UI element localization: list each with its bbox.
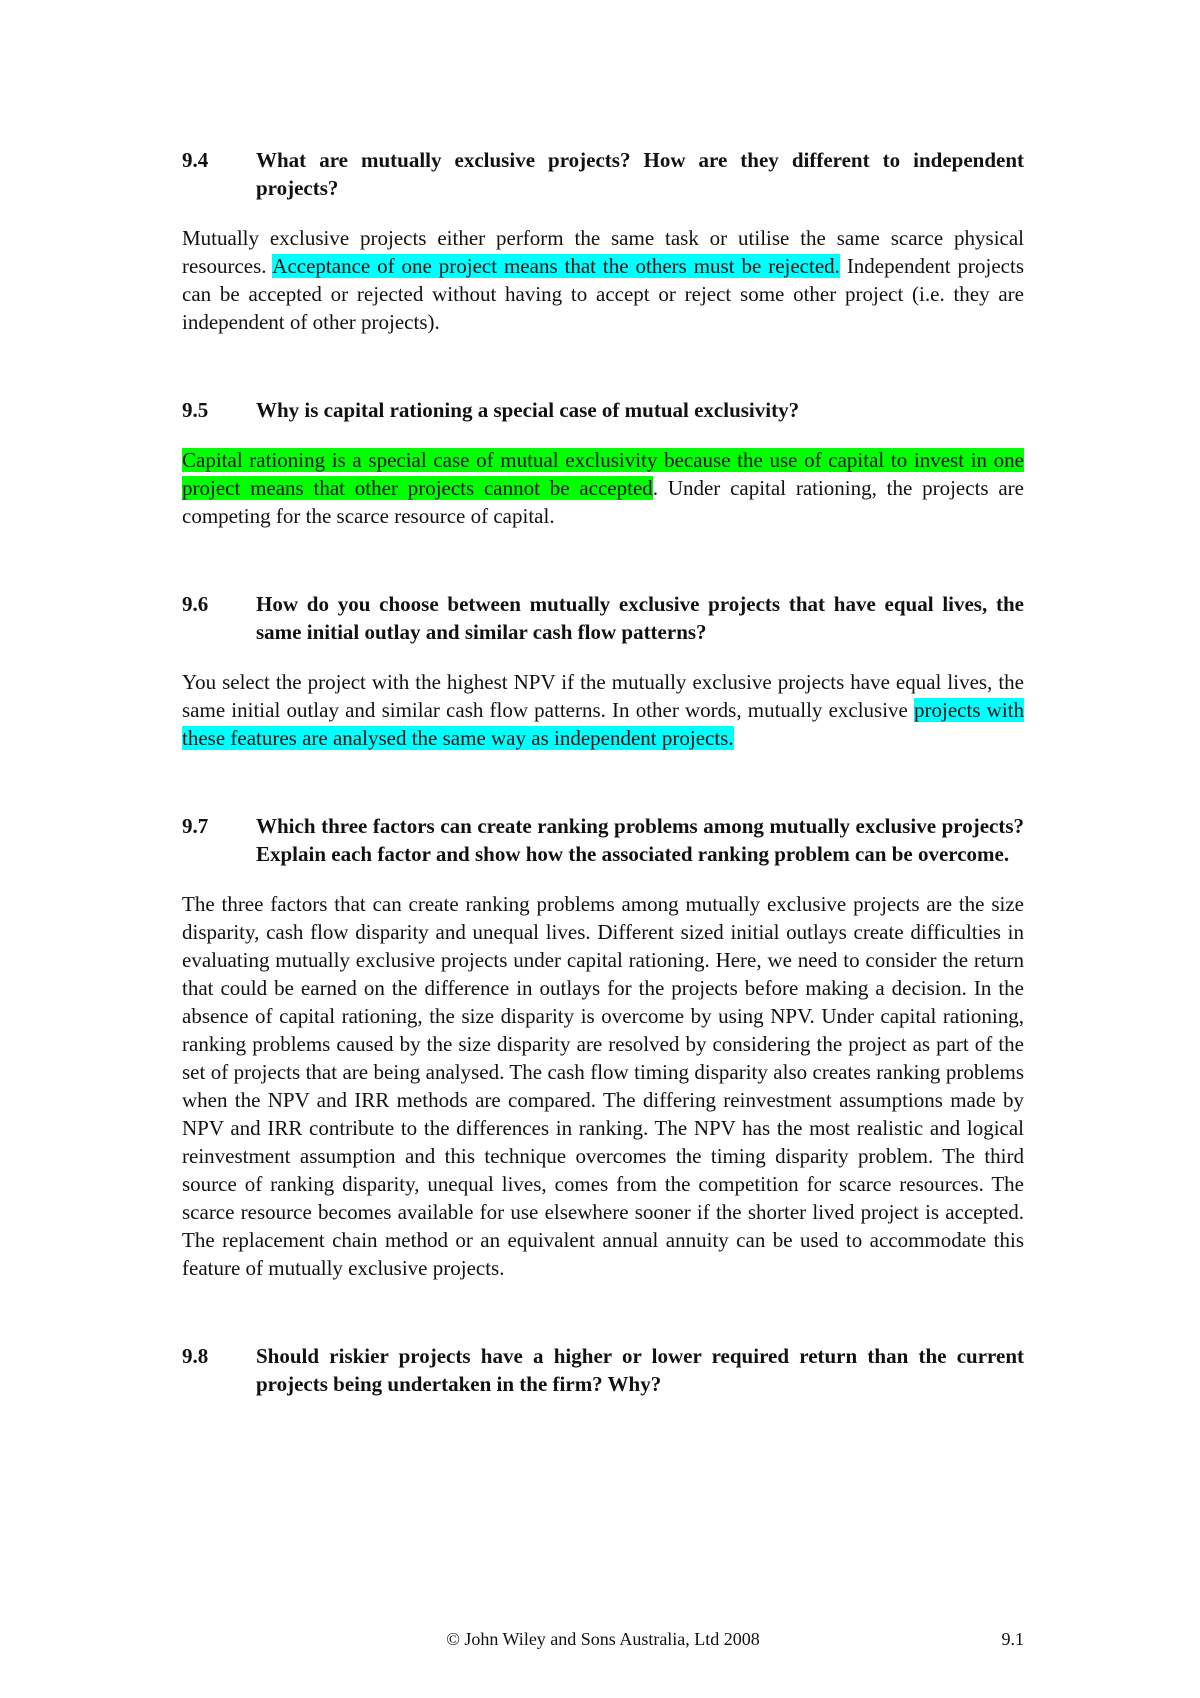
- question-9-6: [182, 590, 1024, 646]
- question-number: 9.4: [182, 148, 209, 172]
- answer-text: . Under capital rationing, the projects are competing for the scarce resource of capital.: [182, 476, 1024, 528]
- answer-9-5: [182, 446, 1024, 530]
- answer-9-4: [182, 224, 1024, 336]
- question-9-7: [182, 812, 1024, 868]
- highlighted-text: projects with these features are analysed the same way as independent projects.: [182, 698, 1024, 750]
- question-text: What are mutually exclusive projects? How are they different to independent projects?: [256, 148, 1024, 200]
- question-number: 9.5: [182, 398, 209, 422]
- question-text: Which three factors can create ranking problems among mutually exclusive projects? Explain each factor and show how the associated ranking problem can be overcome.: [256, 814, 1024, 866]
- copyright-notice: © John Wiley and Sons Australia, Ltd 2008: [446, 1629, 760, 1649]
- page-number: 9.1: [1001, 1629, 1024, 1649]
- answer-9-6: [182, 668, 1024, 752]
- highlighted-text: Capital rationing is a special case of mutual exclusivity because the use of capital to invest in one project means that other projects cannot be accepted: [182, 448, 1024, 500]
- answer-9-7: The three factors that can create ranking problems among mutually exclusive projects are the size disparity, cash flow disparity and unequal lives. Different sized initial outlays create difficulties in evaluating mutually exclusive projects under capital rationing. Here, we need to consider the return that could be earned on the difference in outlays for the projects before making a decision. In the absence of capital rationing, the size disparity is overcome by using NPV. Under capital rationing, ranking problems caused by the size disparity are resolved by considering the project as part of the set of projects that are being analysed. The cash flow timing disparity also creates ranking problems when the NPV and IRR methods are compared. The differing reinvestment assumptions made by NPV and IRR contribute to the differences in ranking. The NPV has the most realistic and logical reinvestment assumption and this technique overcomes the timing disparity problem. The third source of ranking disparity, unequal lives, comes from the competition for scarce resources. The scarce resource becomes available for use elsewhere sooner if the shorter lived project is accepted. The replacement chain method or an equivalent annual annuity can be used to accommodate this feature of mutually exclusive projects.: [182, 892, 1024, 1280]
- question-text: Why is capital rationing a special case of mutual exclusivity?: [256, 398, 800, 422]
- highlighted-text: Acceptance of one project means that the others must be rejected.: [272, 254, 840, 278]
- question-number: 9.6: [182, 592, 209, 616]
- question-9-4: [182, 146, 1024, 202]
- answer-text: Independent projects can be accepted or rejected without having to accept or reject some other project (i.e. they are independent of other projects).: [182, 254, 1024, 334]
- question-9-5: [182, 396, 1024, 424]
- question-text: How do you choose between mutually exclusive projects that have equal lives, the same initial outlay and similar cash flow patterns?: [256, 592, 1024, 644]
- answer-text: You select the project with the highest NPV if the mutually exclusive projects have equal lives, the same initial outlay and similar cash flow patterns. In other words, mutually exclusive: [182, 670, 1024, 722]
- page-content: [182, 146, 1024, 1398]
- question-9-8: [182, 1342, 1024, 1398]
- answer-text: Mutually exclusive projects either perform the same task or utilise the same scarce physical resources.: [182, 226, 1024, 278]
- question-text: Should riskier projects have a higher or lower required return than the current projects being undertaken in the firm? Why?: [256, 1344, 1024, 1396]
- question-number: 9.8: [182, 1344, 209, 1368]
- question-number: 9.7: [182, 814, 209, 838]
